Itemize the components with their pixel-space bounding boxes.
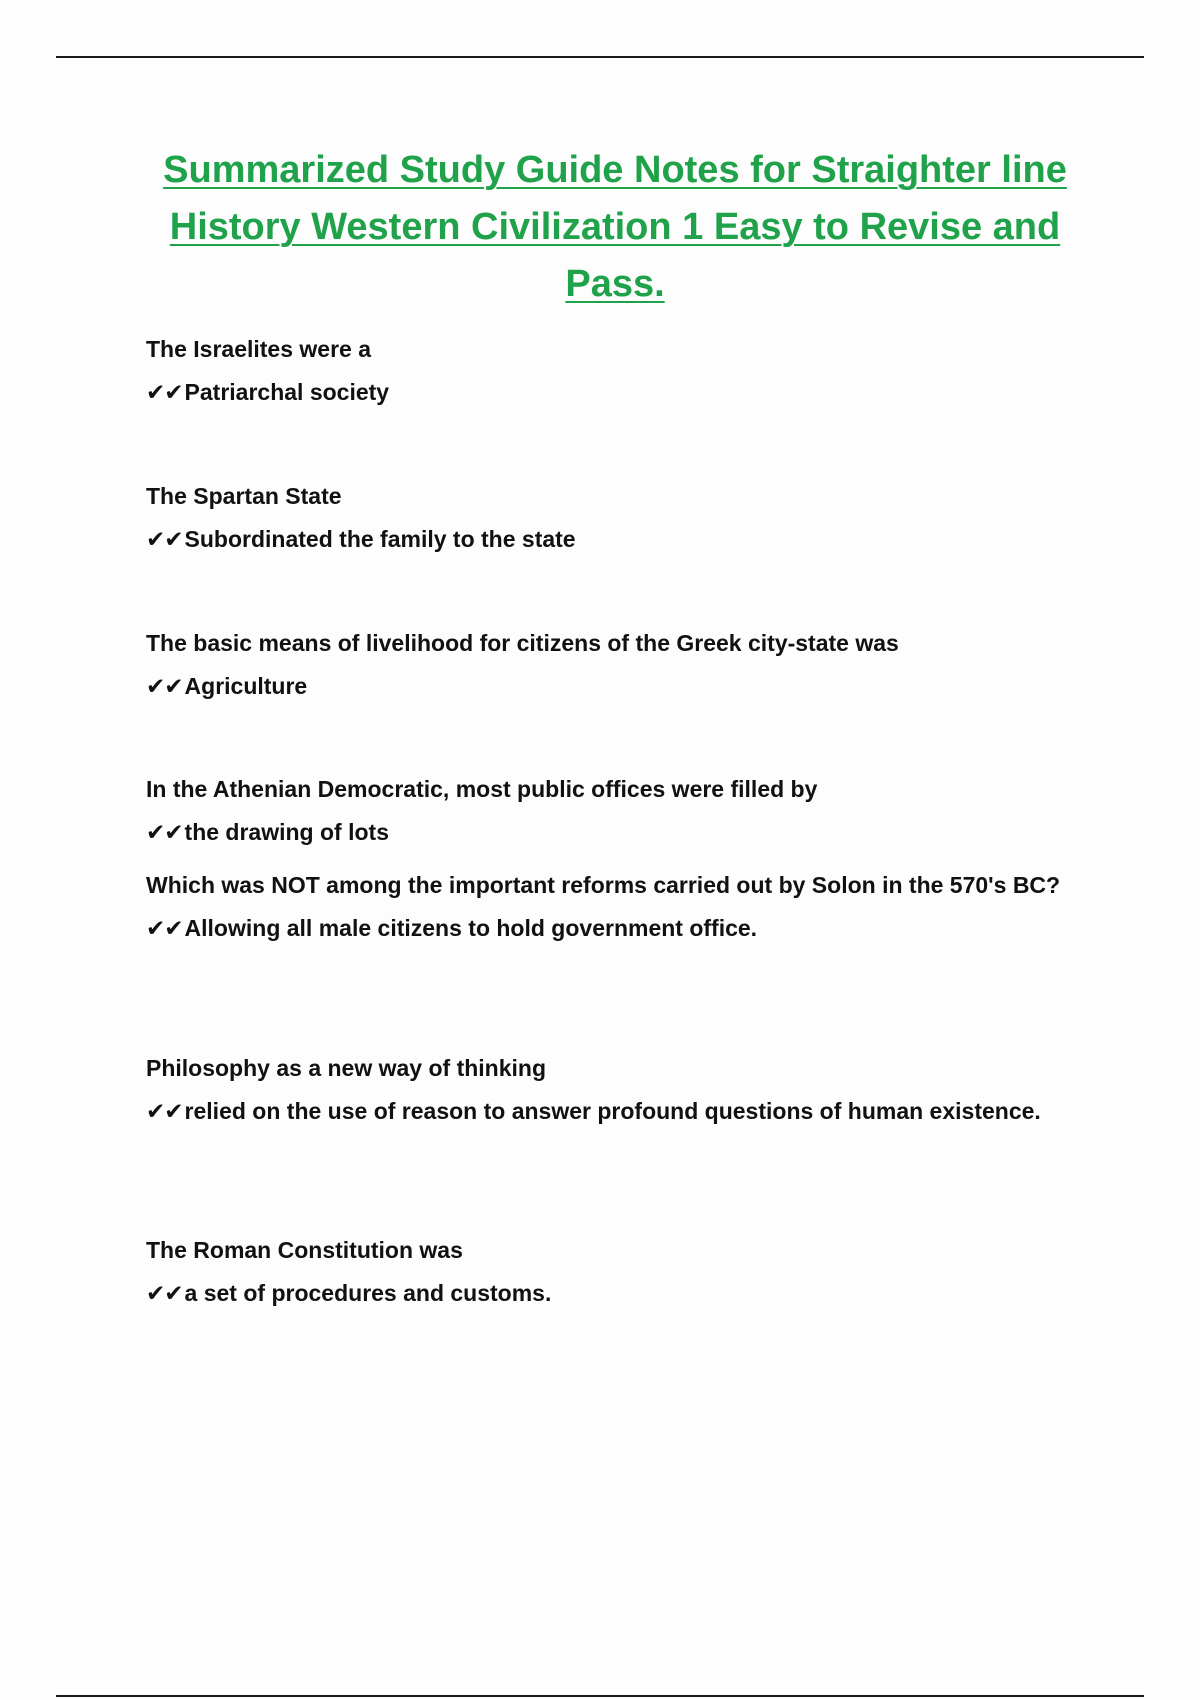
- answer-text: a set of procedures and customs.: [184, 1280, 552, 1306]
- question-text: In the Athenian Democratic, most public offices were filled by: [146, 776, 818, 802]
- qa-item: [146, 1050, 1076, 1129]
- answer-text: the drawing of lots: [184, 819, 389, 845]
- double-check-icon: ✔✔: [146, 915, 183, 941]
- double-check-icon: ✔✔: [146, 526, 183, 552]
- question-text: The Roman Constitution was: [146, 1237, 463, 1263]
- qa-item: [146, 331, 1076, 410]
- answer-text: Agriculture: [184, 673, 308, 699]
- question-text: Philosophy as a new way of thinking: [146, 1055, 547, 1081]
- qa-item: [146, 625, 1076, 704]
- answer-line: [146, 1093, 1076, 1129]
- double-check-icon: ✔✔: [146, 379, 183, 405]
- answer-line: [146, 910, 1076, 946]
- qa-item: [146, 478, 1076, 557]
- qa-item: [146, 771, 1076, 850]
- answer-text: Patriarchal society: [184, 379, 390, 405]
- qa-item: [146, 867, 1076, 946]
- double-check-icon: ✔✔: [146, 1280, 183, 1306]
- answer-line: [146, 814, 1076, 850]
- question-text: Which was NOT among the important reforms carried out by Solon in the 570's BC?: [146, 872, 1061, 898]
- qa-item: [146, 1232, 1076, 1311]
- answer-line: [146, 374, 1076, 410]
- answer-text: Subordinated the family to the state: [184, 526, 576, 552]
- top-rule: [56, 56, 1144, 58]
- answer-line: [146, 668, 1076, 704]
- double-check-icon: ✔✔: [146, 1098, 183, 1124]
- double-check-icon: ✔✔: [146, 819, 183, 845]
- bottom-rule: [56, 1695, 1144, 1697]
- answer-line: [146, 521, 1076, 557]
- double-check-icon: ✔✔: [146, 673, 183, 699]
- question-text: The Israelites were a: [146, 336, 372, 362]
- answer-line: [146, 1275, 1076, 1311]
- answer-text: Allowing all male citizens to hold government office.: [184, 915, 758, 941]
- question-text: The basic means of livelihood for citizens of the Greek city-state was: [146, 630, 899, 656]
- question-text: The Spartan State: [146, 483, 342, 509]
- document-title: Summarized Study Guide Notes for Straighter line History Western Civilization 1 Easy to Revise and Pass.: [163, 149, 1067, 305]
- answer-text: relied on the use of reason to answer profound questions of human existence.: [184, 1098, 1041, 1124]
